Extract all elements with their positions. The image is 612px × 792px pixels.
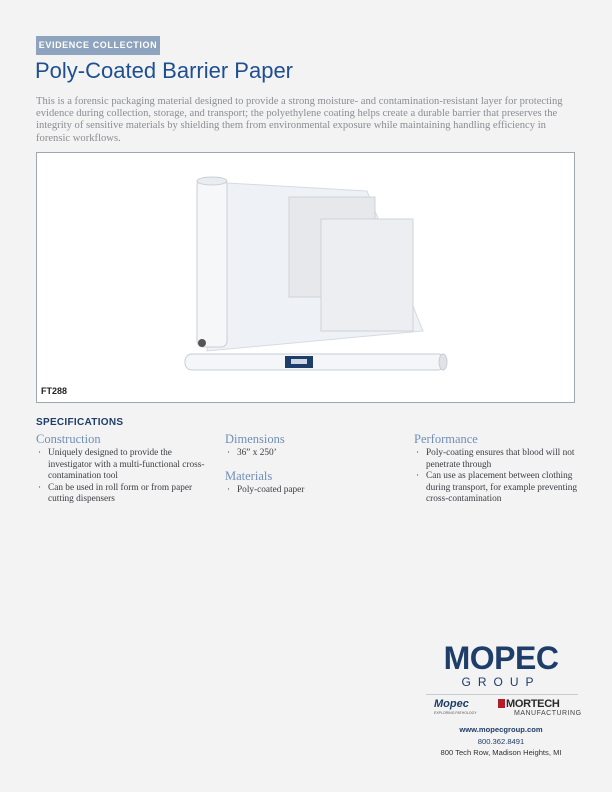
construction-section (36, 432, 206, 506)
category-badge: EVIDENCE COLLECTION (36, 36, 160, 55)
website-link[interactable]: www.mopecgroup.com (459, 725, 543, 734)
phone-number: 800.362.8491 (477, 736, 525, 746)
list-item: · Poly-coating ensures that blood will not penetrate through (414, 448, 584, 471)
horizontal-roll (185, 354, 445, 370)
mortech-logo (498, 698, 560, 710)
performance-heading: Performance (414, 432, 478, 446)
dimensions-heading: Dimensions (225, 432, 285, 446)
list-item: · Can be used in roll form or from paper cutting dispensers (36, 483, 206, 506)
list-item: · Uniquely designed to provide the investigator with a multi-functional cross-contamination tool (36, 448, 206, 483)
mopec-sublogo: Mopec (434, 698, 469, 710)
mopec-logo: MOPEC (443, 640, 559, 676)
list-item: · 36” x 250’ (225, 448, 395, 460)
list-item: · Poly-coated paper (225, 485, 395, 497)
performance-section (414, 432, 584, 506)
mortech-wordmark: MORTECH (506, 698, 560, 710)
flat-sheet-2 (321, 219, 413, 331)
mopec-tagline: EXPLORING PATHOLOGY (434, 711, 477, 715)
product-illustration (37, 153, 574, 402)
construction-heading: Construction (36, 432, 101, 446)
standing-roll (197, 179, 227, 347)
contact-info (422, 724, 580, 759)
mortech-mark-icon (498, 699, 505, 708)
page-title: Poly-Coated Barrier Paper (35, 58, 294, 83)
product-sku: FT288 (41, 386, 68, 396)
group-wordmark: GROUP (461, 675, 541, 689)
specifications-heading: SPECIFICATIONS (36, 417, 124, 428)
manufacturing-wordmark: MANUFACTURING (514, 710, 582, 717)
footer-divider (426, 694, 578, 695)
address: 800 Tech Row, Madison Heights, MI (440, 748, 562, 757)
materials-heading: Materials (225, 468, 273, 483)
product-photo (36, 152, 575, 403)
list-item: · Can use as placement between clothing during transport, for example preventing cross-contamination (414, 471, 584, 506)
product-description: This is a forensic packaging material designed to provide a strong moisture- and contamination-resistant layer for protecting evidence during collection, storage, and transport; the polyethylene coating helps create a durable barrier that preserves the integrity of sensitive materials by shielding them from environmental exposure while maintaining handling efficiency in forensic workflows. (36, 96, 563, 144)
dimensions-section (225, 432, 395, 496)
